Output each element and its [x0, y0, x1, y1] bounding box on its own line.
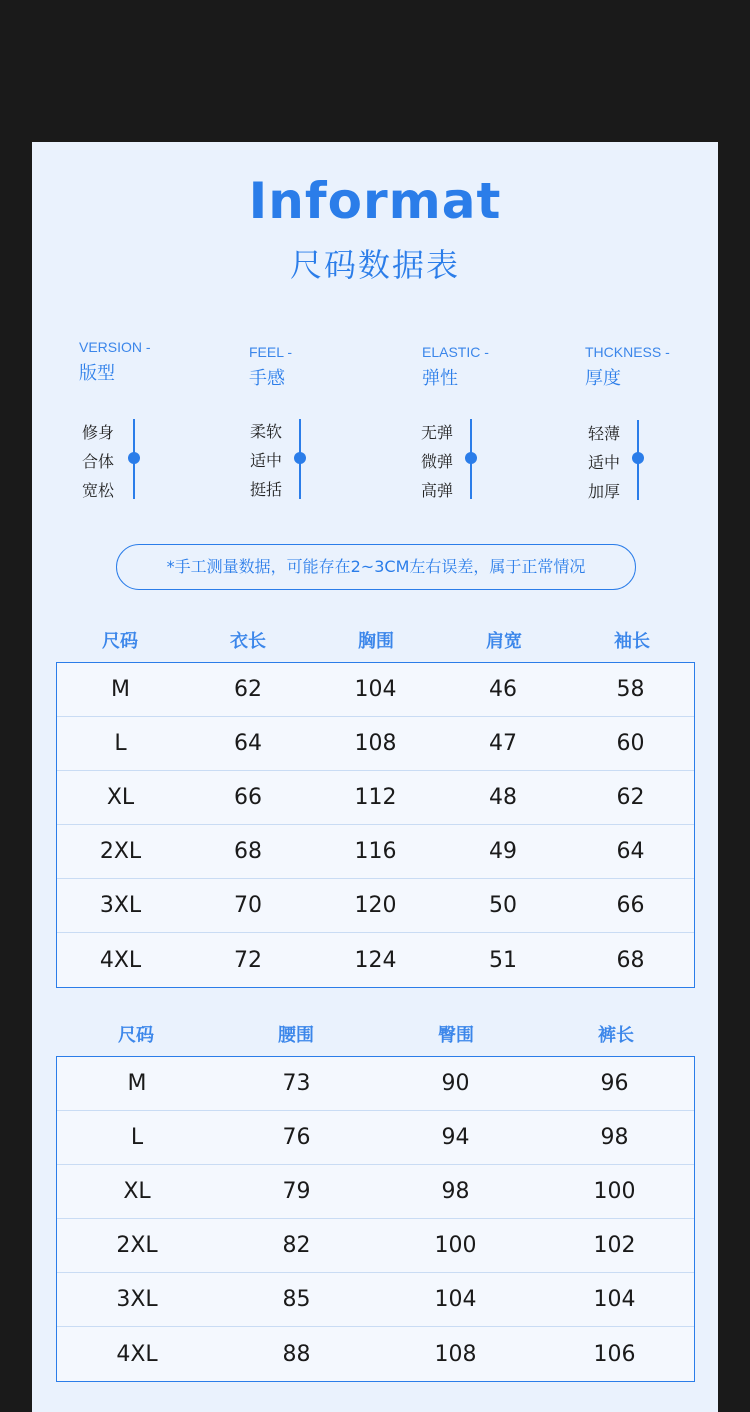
table-cell: 85: [282, 1287, 311, 1312]
option-label: 适中: [588, 453, 621, 472]
table-cell: 66: [616, 893, 645, 918]
measurement-note: *手工测量数据，可能存在2~3CM左右误差，属于正常情况: [116, 544, 636, 590]
table-cell: 66: [234, 785, 262, 810]
table-cell: 68: [616, 947, 645, 973]
table-cell: 76: [282, 1125, 311, 1150]
table-cell: 94: [441, 1125, 470, 1150]
table-cell: 3XL: [99, 893, 142, 918]
table-cell: 64: [234, 731, 262, 756]
table-cell: 47: [489, 731, 517, 756]
table-row: [57, 1111, 694, 1165]
thickness-selected-dot: [632, 452, 644, 464]
table2: [56, 1056, 695, 1382]
table-cell: 98: [600, 1125, 629, 1150]
table-cell: 72: [234, 947, 262, 973]
col-header: 尺码: [102, 631, 138, 652]
table-cell: 116: [354, 839, 397, 864]
table-cell: 102: [593, 1233, 636, 1258]
table-row: [57, 771, 694, 825]
table-cell: 70: [234, 893, 262, 918]
table1: [56, 662, 695, 988]
table-row: [57, 663, 694, 717]
table-cell: 104: [434, 1287, 477, 1312]
option-label: 挺括: [250, 480, 283, 499]
col-header: 衣长: [230, 631, 266, 652]
table-row: [57, 933, 694, 987]
table-cell: 46: [489, 677, 517, 702]
table-cell: 49: [489, 839, 517, 864]
table-cell: 96: [600, 1071, 629, 1096]
table-cell: M: [127, 1071, 147, 1096]
table-row: [57, 1165, 694, 1219]
table-cell: 79: [282, 1179, 311, 1204]
table-cell: M: [111, 677, 130, 702]
table-cell: 51: [489, 947, 517, 973]
table-cell: 2XL: [99, 839, 142, 864]
col-header: 尺码: [118, 1025, 154, 1046]
attr-thickness: [585, 344, 670, 390]
attr-version: [79, 339, 151, 385]
table-cell: 62: [234, 677, 262, 702]
table-cell: 104: [354, 677, 397, 702]
elastic-selected-dot: [465, 452, 477, 464]
table-cell: 82: [282, 1233, 311, 1258]
option-label: 宽松: [82, 481, 115, 500]
table2-header: [56, 1021, 696, 1047]
table-cell: 2XL: [116, 1233, 158, 1258]
table-row: [57, 717, 694, 771]
table-cell: 100: [593, 1179, 636, 1204]
attr-feel-en: FEEL -: [249, 344, 293, 360]
table-cell: 112: [354, 785, 397, 810]
table-row: [57, 1327, 694, 1381]
attr-elastic-en: ELASTIC -: [422, 344, 489, 360]
option-label: 加厚: [588, 482, 621, 501]
option-label: 合体: [82, 452, 115, 471]
page-subtitle: 尺码数据表: [289, 246, 460, 284]
attr-thickness-zh: 厚度: [585, 368, 621, 389]
table-cell: L: [130, 1125, 144, 1150]
table-cell: L: [114, 731, 127, 756]
table-cell: 64: [616, 839, 645, 864]
attr-elastic: [422, 344, 489, 390]
table-row: [57, 1057, 694, 1111]
attr-version-zh: 版型: [79, 363, 115, 384]
attr-feel: [249, 344, 292, 390]
table-cell: 62: [616, 785, 645, 810]
table-cell: 4XL: [116, 1341, 158, 1367]
table-cell: 120: [354, 893, 397, 918]
option-label: 无弹: [421, 423, 454, 442]
table-cell: 124: [354, 947, 397, 973]
table-cell: 98: [441, 1179, 470, 1204]
table-cell: 68: [234, 839, 262, 864]
col-header: 肩宽: [486, 631, 522, 652]
table-cell: 3XL: [116, 1287, 158, 1312]
table-cell: 108: [354, 731, 397, 756]
table-row: [57, 879, 694, 933]
table-cell: 48: [489, 785, 517, 810]
option-label: 适中: [250, 451, 283, 470]
col-header: 胸围: [358, 631, 394, 652]
version-selected-dot: [128, 452, 140, 464]
table-cell: XL: [123, 1179, 151, 1204]
table-row: [57, 825, 694, 879]
option-label: 轻薄: [588, 424, 621, 443]
table-row: [57, 1273, 694, 1327]
table-cell: 4XL: [99, 947, 142, 973]
table-cell: 50: [489, 893, 517, 918]
table-cell: 100: [434, 1233, 477, 1258]
attr-elastic-zh: 弹性: [422, 368, 458, 389]
table-cell: 90: [441, 1071, 470, 1096]
table-cell: 104: [593, 1287, 636, 1312]
option-label: 修身: [82, 423, 115, 442]
attr-feel-zh: 手感: [249, 368, 285, 389]
table-cell: 108: [434, 1341, 477, 1367]
col-header: 袖长: [614, 631, 650, 652]
col-header: 裤长: [598, 1025, 634, 1046]
table-cell: 88: [282, 1341, 311, 1367]
attr-version-en: VERSION -: [79, 339, 151, 355]
table-cell: 58: [616, 677, 645, 702]
option-label: 柔软: [250, 422, 283, 441]
table-row: [57, 1219, 694, 1273]
col-header: 臀围: [438, 1025, 474, 1046]
page-title: Informat: [248, 172, 502, 230]
feel-selected-dot: [294, 452, 306, 464]
table1-header: [56, 627, 696, 653]
option-label: 高弹: [421, 481, 454, 500]
table-cell: XL: [106, 785, 135, 810]
option-label: 微弹: [421, 452, 454, 471]
table-cell: 73: [282, 1071, 311, 1096]
col-header: 腰围: [278, 1025, 314, 1046]
table-cell: 60: [616, 731, 645, 756]
table-cell: 106: [593, 1341, 636, 1367]
attr-thickness-en: THCKNESS -: [585, 344, 670, 360]
